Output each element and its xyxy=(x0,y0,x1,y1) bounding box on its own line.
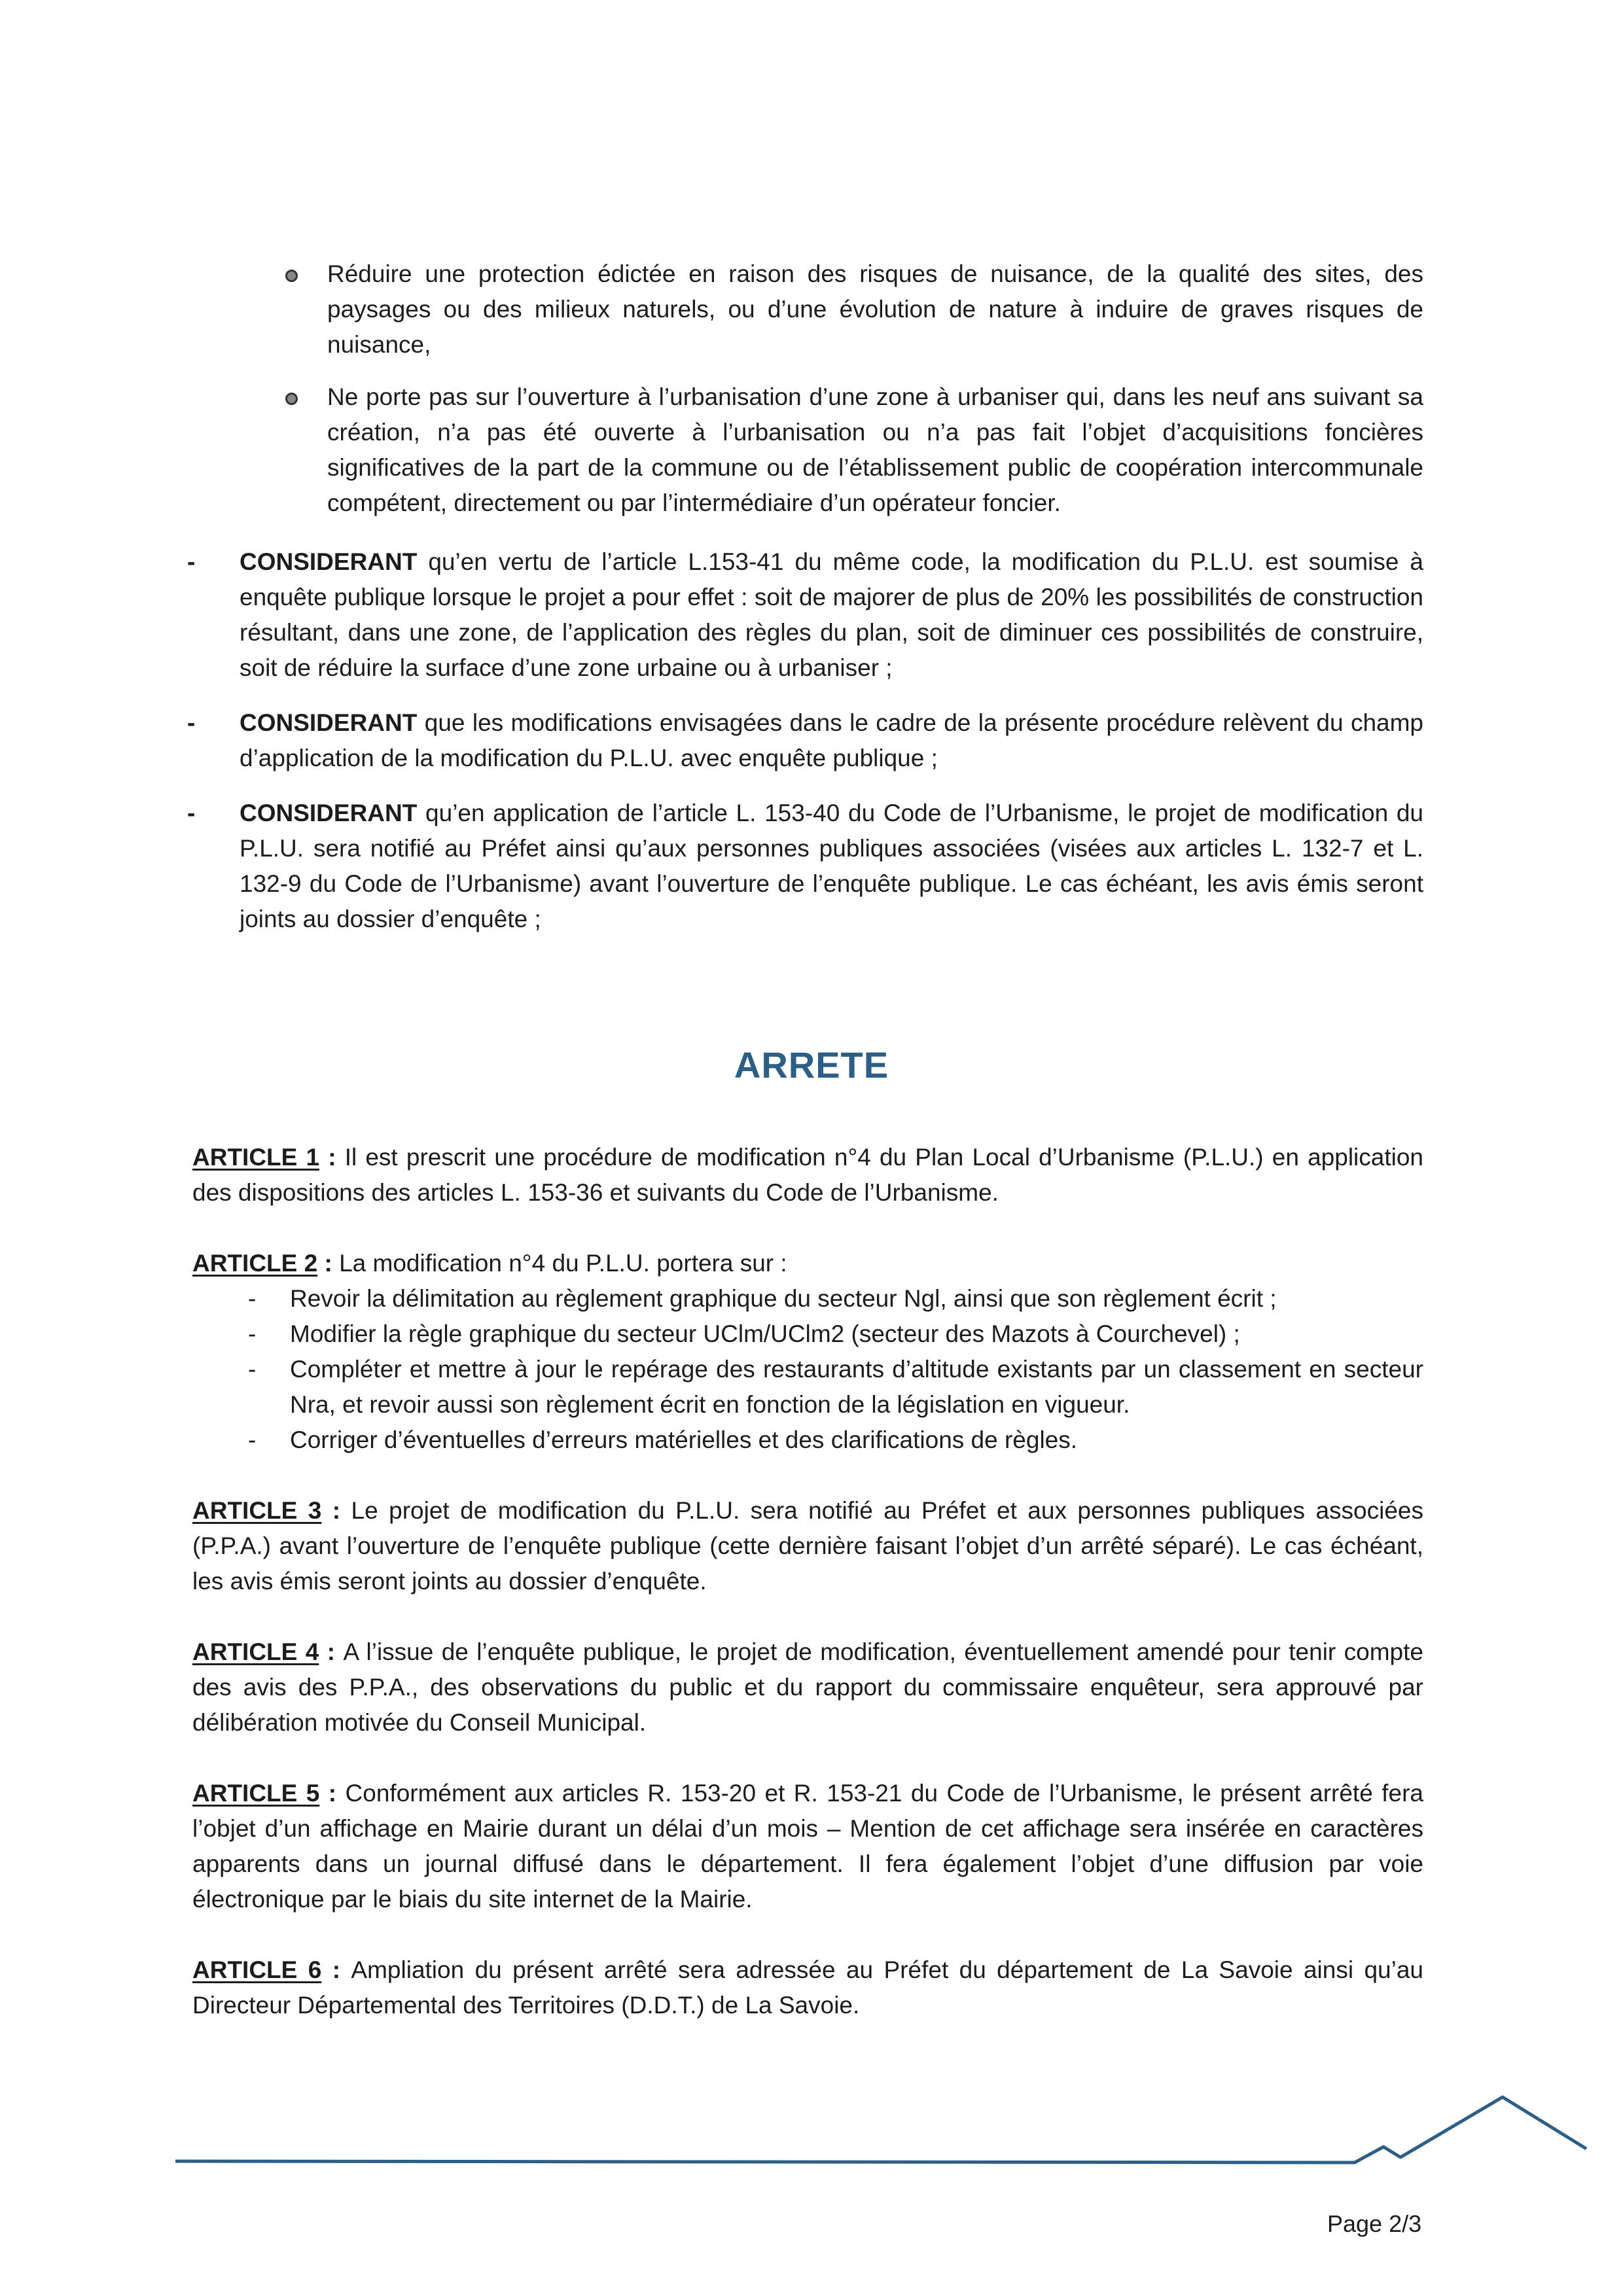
dash-marker: - xyxy=(187,548,196,575)
article-text: La modification n°4 du P.L.U. portera sur : xyxy=(339,1250,787,1277)
dash-marker: - xyxy=(248,1285,257,1312)
article-text: A l’issue de l’enquête publique, le projet de modification, éventuellement amendé pour tenir compte des avis des P.P.A., des observations du public et du rapport du commissaire enquêteur, sera approuvé par délibération motivée du Conseil Municipal. xyxy=(192,1638,1423,1736)
article-text: Ampliation du présent arrêté sera adressée au Préfet du département de La Savoie ainsi qu’au Directeur Départemental des Territoires (D.D.T.) de La Savoie. xyxy=(192,1956,1423,2019)
article-label: ARTICLE 2 xyxy=(192,1250,318,1277)
article-text: Il est prescrit une procédure de modification n°4 du Plan Local d’Urbanisme (P.L.U.) en application des dispositions des articles L. 153-36 et suivants du Code de l’Urbanisme. xyxy=(192,1144,1423,1206)
list-item-text: Corriger d’éventuelles d’erreurs matérielles et des clarifications de règles. xyxy=(290,1426,1078,1453)
mountain-line-icon xyxy=(175,2097,1586,2163)
list-item-text: Compléter et mettre à jour le repérage des restaurants d’altitude existants par un classement en secteur Nra, et revoir aussi son règlement écrit en fonction de la législation en vigueur. xyxy=(290,1356,1423,1418)
article-label: ARTICLE 6 xyxy=(192,1956,322,1983)
article-label: ARTICLE 1 xyxy=(192,1144,320,1171)
considerant-text: que les modifications envisagées dans le cadre de la présente procédure relèvent du champ d’application de la modification du P.L.U. avec enquête publique ; xyxy=(240,709,1423,771)
considerant-keyword: CONSIDERANT xyxy=(240,548,418,575)
section-title: ARRETE xyxy=(734,1044,889,1086)
article-separator: : xyxy=(317,1250,340,1277)
article-separator: : xyxy=(319,1638,344,1665)
dash-marker: - xyxy=(248,1426,257,1453)
article-label: ARTICLE 5 xyxy=(192,1780,320,1807)
considerant-keyword: CONSIDERANT xyxy=(240,800,418,826)
article-separator: : xyxy=(319,1144,345,1171)
considerant-text: qu’en vertu de l’article L.153-41 du même code, la modification du P.L.U. est soumise à enquête publique lorsque le projet a pour effet : soit de majorer de plus de 20% les possibilités de construction résultant, dans une zone, de l’application des règles du plan, soit de diminuer ces possibilités de construire, soit de réduire la surface d’une zone urbaine ou à urbaniser ; xyxy=(240,548,1423,681)
list-item-text: Revoir la délimitation au règlement graphique du secteur Ngl, ainsi que son règlement écrit ; xyxy=(290,1285,1277,1312)
dash-marker: - xyxy=(187,800,196,826)
article-separator: : xyxy=(321,1497,351,1524)
considerant-keyword: CONSIDERANT xyxy=(240,709,418,736)
dash-marker: - xyxy=(187,709,196,736)
considerant-text: qu’en application de l’article L. 153-40 du Code de l’Urbanisme, le projet de modification du P.L.U. sera notifié au Préfet ainsi qu’aux personnes publiques associées (visées aux articles L. 132-7 et L. 132-9 du Code de l’Urbanisme) avant l’ouverture de l’enquête publique. Le cas échéant, les avis émis seront joints au dossier d’enquête ; xyxy=(240,800,1423,932)
page-number: Page 2/3 xyxy=(1327,2210,1422,2237)
list-item-text: Modifier la règle graphique du secteur UClm/UClm2 (secteur des Mazots à Courchevel) ; xyxy=(290,1320,1240,1347)
article-separator: : xyxy=(319,1780,346,1807)
dash-marker: - xyxy=(248,1356,257,1383)
article-separator: : xyxy=(321,1956,351,1983)
article-label: ARTICLE 3 xyxy=(192,1497,322,1524)
bullet-text: Ne porte pas sur l’ouverture à l’urbanisation d’une zone à urbaniser qui, dans les neuf ans suivant sa création, n’a pas été ouverte à l’urbanisation ou n’a pas fait l’objet d’acquisitions foncières significatives de la part de la commune ou de l’établissement public de coopération intercommunale compétent, directement ou par l’intermédiaire d’un opérateur foncier. xyxy=(327,383,1423,516)
bullet-text: Réduire une protection édictée en raison des risques de nuisance, de la qualité des sites, des paysages ou des milieux naturels, ou d’une évolution de nature à induire de graves risques de nuisance, xyxy=(327,260,1423,358)
article-text: Conformément aux articles R. 153-20 et R. 153-21 du Code de l’Urbanisme, le présent arrêté fera l’objet d’un affichage en Mairie durant un délai d’un mois – Mention de cet affichage sera insérée en caractères apparents dans un journal diffusé dans le département. Il fera également l’objet d’une diffusion par voie électronique par le biais du site internet de la Mairie. xyxy=(192,1780,1423,1913)
dash-marker: - xyxy=(248,1320,257,1347)
article-label: ARTICLE 4 xyxy=(192,1638,319,1665)
article-text: Le projet de modification du P.L.U. sera notifié au Préfet et aux personnes publiques associées (P.P.A.) avant l’ouverture de l’enquête publique (cette dernière faisant l’objet d’un arrêté séparé). Le cas échéant, les avis émis seront joints au dossier d’enquête. xyxy=(192,1497,1423,1595)
